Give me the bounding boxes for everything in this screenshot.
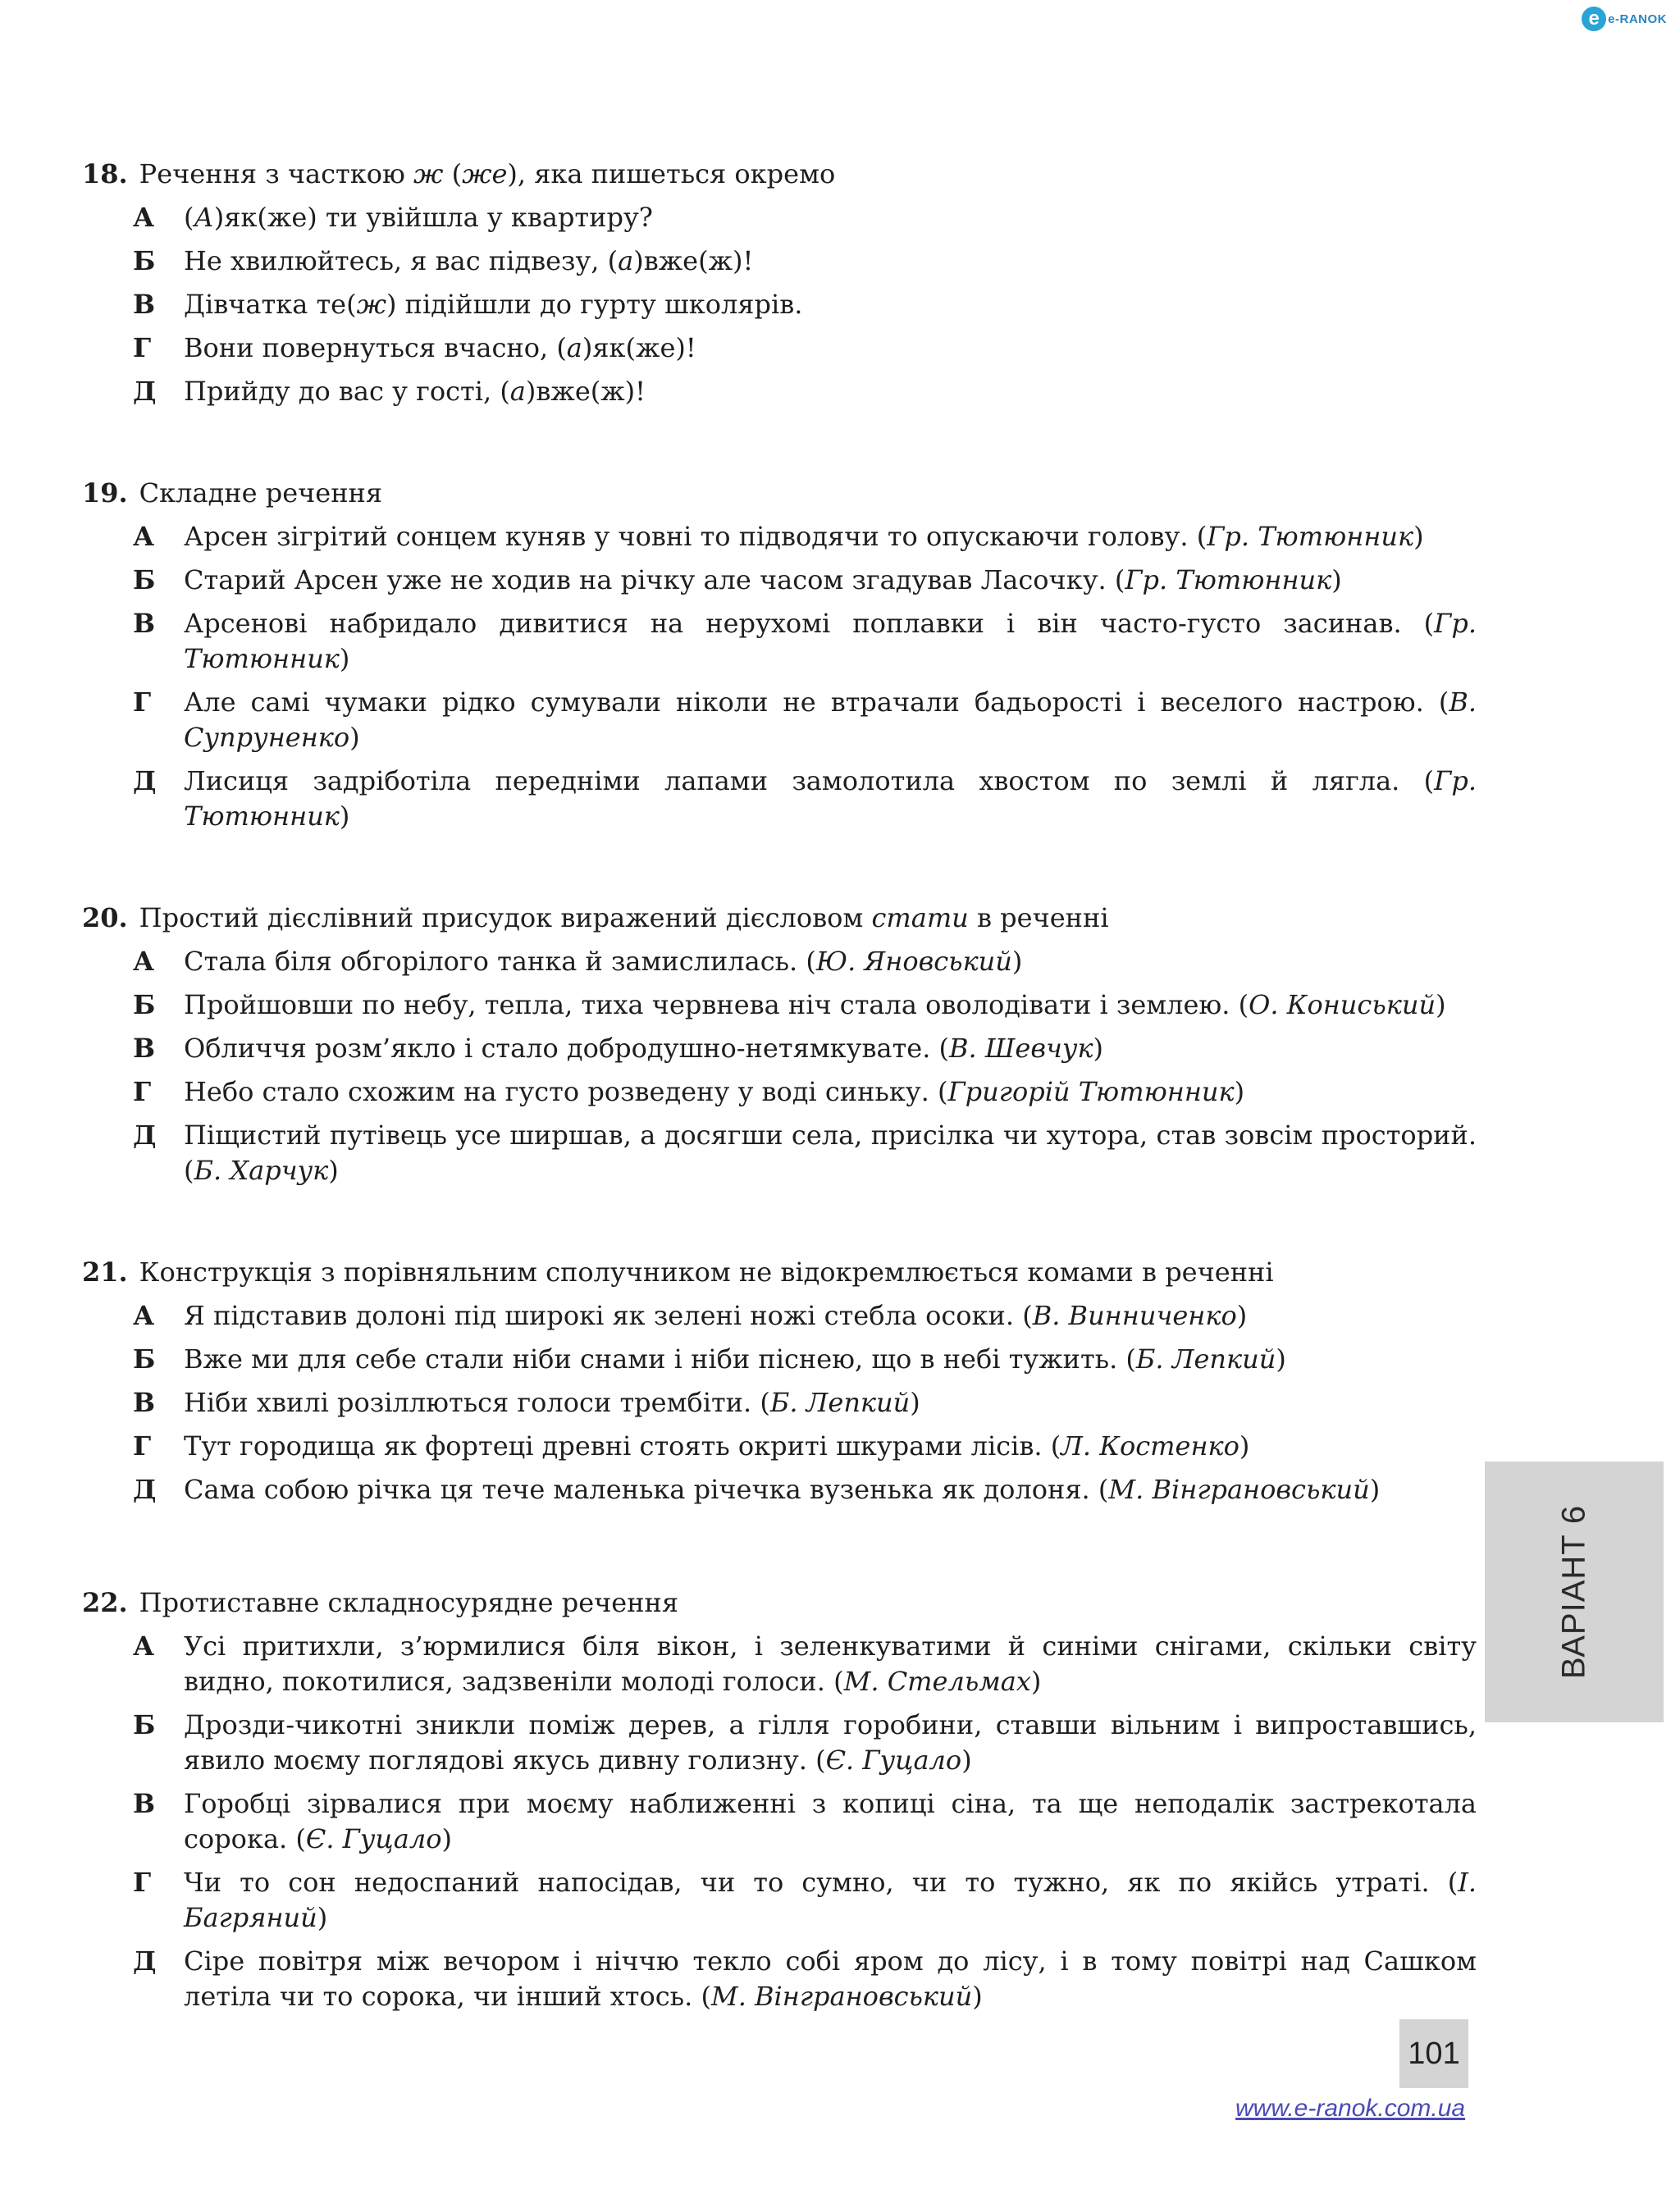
answer-option-d [82, 764, 1477, 834]
option-text: Піщистий путівець усе ширшав, а досягши села, присілка чи хутора, став зовсім просторий. (Б. Харчук) [184, 1120, 1477, 1186]
question-18 [82, 156, 1477, 409]
option-author: Є. Гуцало [825, 1745, 962, 1776]
answer-option-d [82, 1472, 1477, 1507]
option-letter: А [133, 946, 155, 977]
option-text: Ніби хвилі розіллються голоси трембіти. (Б. Лепкий) [184, 1387, 920, 1418]
option-author: М. Вінграновський [1108, 1474, 1370, 1505]
option-text: Обличчя розм’якло і стало добродушно-нетямкувате. (В. Шевчук) [184, 1033, 1104, 1064]
option-author: М. Стельмах [843, 1666, 1031, 1697]
question-number: 21. [82, 1257, 128, 1288]
variant-label: ВАРІАНТ 6 [1555, 1504, 1592, 1680]
option-letter: В [133, 289, 156, 320]
option-author: В. Супруненко [184, 686, 1477, 753]
question-stem: 21. Конструкція з порівняльним сполучником не відокремлюється комами в реченні [82, 1257, 1274, 1288]
option-author: Гр. Тютюнник [1125, 564, 1332, 595]
option-author: В. Винниченко [1032, 1300, 1237, 1331]
option-letter: Б [133, 989, 156, 1020]
answer-option-d [82, 1944, 1477, 2014]
option-letter: Б [133, 564, 156, 595]
option-author: М. Вінграновський [710, 1981, 973, 2012]
question-number: 18. [82, 158, 128, 189]
option-text: Тут городища як фортеці древні стоять окриті шкурами лісів. (Л. Костенко) [184, 1430, 1250, 1462]
answer-option-b [82, 1342, 1477, 1377]
option-text: Прийду до вас у гості, (а)вже(ж)! [184, 376, 646, 407]
answer-option-h [82, 1074, 1477, 1110]
website-link[interactable]: www.e-ranok.com.ua [1235, 2095, 1466, 2122]
answer-option-v [82, 287, 1477, 322]
answer-option-b [82, 563, 1477, 598]
answer-option-a [82, 1298, 1477, 1334]
option-text: Сіре повітря між вечором і ніччю текло собі яром до лісу, і в тому повітрі над Сашком летіла чи то сорока, чи інший хтось. (М. Вінграновський) [184, 1945, 1477, 2012]
logo-text: e-RANOK [1608, 11, 1667, 26]
question-21 [82, 1254, 1477, 1507]
option-author: О. Кониський [1249, 989, 1436, 1020]
option-author: Гр. Тютюнник [184, 608, 1477, 674]
option-letter: Д [133, 376, 157, 407]
question-22 [82, 1585, 1477, 2014]
answer-option-b [82, 987, 1477, 1023]
option-text: Дівчатка те(ж) підійшли до гурту школярів. [184, 289, 803, 320]
answer-option-a [82, 1629, 1477, 1699]
option-letter: А [133, 202, 155, 233]
question-19 [82, 475, 1477, 834]
option-author: Б. Лепкий [769, 1387, 911, 1418]
variant-side-tab [1485, 1462, 1664, 1722]
question-number: 20. [82, 902, 128, 933]
question-number: 22. [82, 1587, 128, 1618]
option-author: Є. Гуцало [305, 1823, 442, 1854]
option-letter: Г [133, 686, 152, 718]
option-letter: Г [133, 1867, 152, 1898]
option-letter: В [133, 1033, 156, 1064]
option-text: Не хвилюйтесь, я вас підвезу, (а)вже(ж)! [184, 245, 754, 276]
logo-e-icon: e [1582, 7, 1606, 31]
answer-option-v [82, 1385, 1477, 1421]
answer-option-b [82, 1708, 1477, 1778]
option-author: І. Багряний [184, 1867, 1477, 1933]
answer-option-b [82, 244, 1477, 279]
option-letter: А [133, 1630, 155, 1662]
option-letter: Б [133, 1709, 156, 1740]
answer-option-h [82, 685, 1477, 755]
option-letter: В [133, 1788, 156, 1819]
publisher-logo [1582, 7, 1667, 31]
answer-option-v [82, 606, 1477, 677]
answer-option-h [82, 1429, 1477, 1464]
option-letter: Б [133, 245, 156, 276]
answer-option-h [82, 1865, 1477, 1936]
option-letter: Д [133, 1120, 157, 1151]
option-author: В. Шевчук [949, 1033, 1093, 1064]
question-stem: 19. Складне речення [82, 477, 383, 509]
option-letter: Д [133, 765, 157, 796]
answer-option-a [82, 519, 1477, 554]
option-text: Горобці зірвалися при моєму наближенні з копиці сіна, та ще неподалік застрекотала сорока. (Є. Гуцало) [184, 1788, 1477, 1854]
test-content [82, 156, 1477, 2080]
option-text: Але самі чумаки рідко сумували ніколи не втрачали бадьорості і веселого настрою. (В. Супруненко) [184, 686, 1477, 753]
option-letter: Б [133, 1343, 156, 1375]
option-text: Небо стало схожим на густо розведену у воді синьку. (Григорій Тютюнник) [184, 1076, 1245, 1107]
question-number: 19. [82, 477, 128, 509]
option-letter: Г [133, 332, 152, 363]
option-letter: Г [133, 1076, 152, 1107]
option-author: Гр. Тютюнник [1207, 521, 1414, 552]
answer-option-a [82, 944, 1477, 979]
option-author: Григорій Тютюнник [947, 1076, 1235, 1107]
option-author: Ю. Яновський [815, 946, 1012, 977]
option-letter: Д [133, 1945, 157, 1977]
option-letter: В [133, 608, 156, 639]
option-text: (А)як(же) ти увійшла у квартиру? [184, 202, 653, 233]
option-text: Чи то сон недоспаний напосідав, чи то сумно, чи то тужно, як по якійсь утраті. (І. Багряний) [184, 1867, 1477, 1933]
option-letter: А [133, 1300, 155, 1331]
option-text: Стала біля обгорілого танка й замислилась. (Ю. Яновський) [184, 946, 1023, 977]
option-letter: Г [133, 1430, 152, 1462]
answer-option-d [82, 1118, 1477, 1188]
option-text: Дрозди-чикотні зникли поміж дерев, а гілля горобини, ставши вільним і випроставшись, явило моєму поглядові якусь дивну голизну. (Є. Гуцало) [184, 1709, 1477, 1776]
option-text: Лисиця задріботіла передніми лапами замолотила хвостом по землі й лягла. (Гр. Тютюнник) [184, 765, 1477, 832]
answer-option-a [82, 200, 1477, 235]
page-number: 101 [1399, 2019, 1468, 2088]
option-text: Усі притихли, з’юрмилися біля вікон, і зеленкуватими й синіми снігами, скільки світу видно, покотилися, задзвеніли молоді голоси. (М. Стельмах) [184, 1630, 1477, 1697]
answer-option-d [82, 374, 1477, 409]
answer-option-v [82, 1786, 1477, 1857]
option-author: Гр. Тютюнник [184, 765, 1477, 832]
option-author: Б. Лепкий [1135, 1343, 1276, 1375]
option-text: Старий Арсен уже не ходив на річку але часом згадував Ласочку. (Гр. Тютюнник) [184, 564, 1342, 595]
option-text: Арсенові набридало дивитися на нерухомі поплавки і він часто-густо засинав. (Гр. Тютюнник) [184, 608, 1477, 674]
question-stem: 22. Протиставне складносурядне речення [82, 1587, 679, 1618]
option-text: Пройшовши по небу, тепла, тиха червнева ніч стала оволодівати і землею. (О. Кониський) [184, 989, 1446, 1020]
option-letter: В [133, 1387, 156, 1418]
option-text: Сама собою річка ця тече маленька річечка вузенька як долоня. (М. Вінграновський) [184, 1474, 1381, 1505]
question-20 [82, 900, 1477, 1188]
question-stem: 20. Простий дієслівний присудок виражений дієсловом стати в реченні [82, 902, 1109, 933]
answer-option-h [82, 331, 1477, 366]
option-letter: А [133, 521, 155, 552]
option-text: Арсен зігрітий сонцем куняв у човні то підводячи то опускаючи голову. (Гр. Тютюнник) [184, 521, 1424, 552]
option-author: Л. Костенко [1061, 1430, 1239, 1462]
option-text: Вже ми для себе стали ніби снами і ніби піснею, що в небі тужить. (Б. Лепкий) [184, 1343, 1286, 1375]
option-author: Б. Харчук [194, 1155, 329, 1186]
option-letter: Д [133, 1474, 157, 1505]
question-stem: 18. Речення з часткою ж (же), яка пишеться окремо [82, 158, 836, 189]
option-text: Вони повернуться вчасно, (а)як(же)! [184, 332, 696, 363]
option-text: Я підставив долоні під широкі як зелені ножі стебла осоки. (В. Винниченко) [184, 1300, 1248, 1331]
answer-option-v [82, 1031, 1477, 1066]
